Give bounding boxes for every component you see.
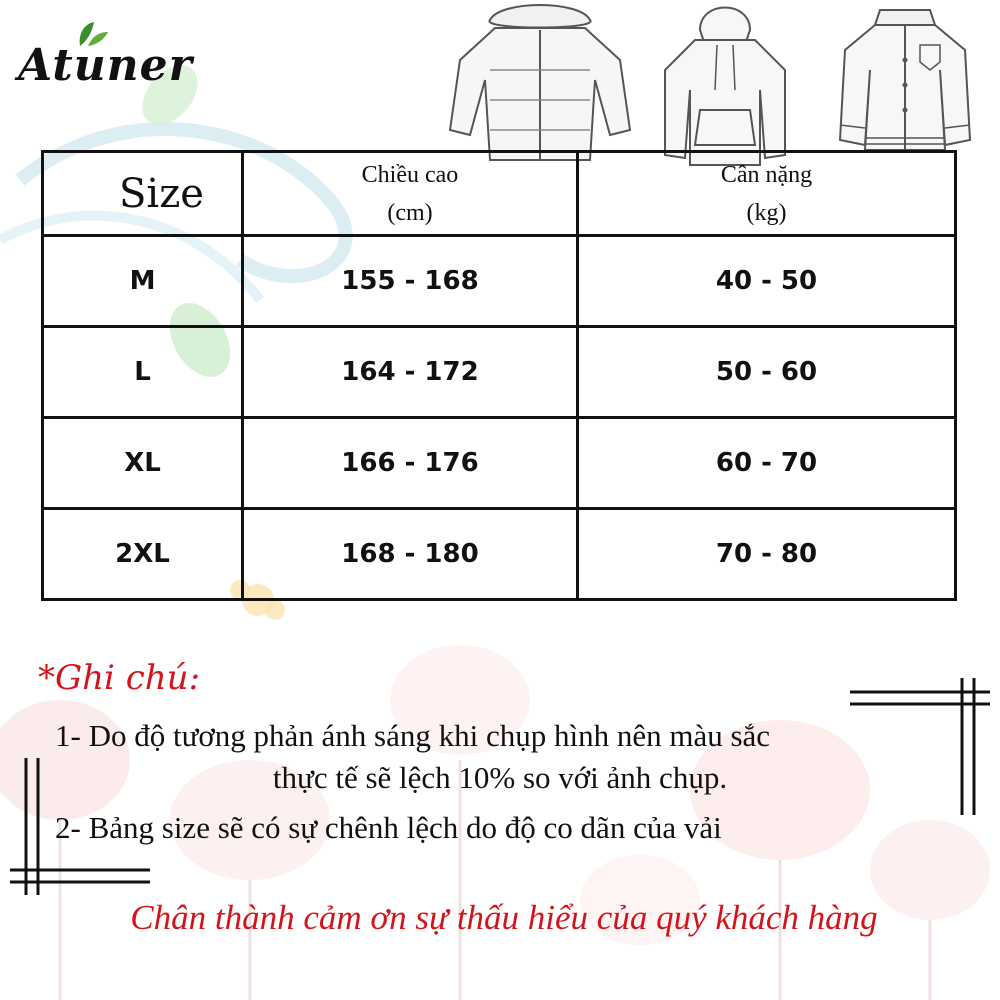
size-cell: M xyxy=(43,236,243,327)
weight-cell: 60 - 70 xyxy=(578,418,956,509)
weight-cell: 40 - 50 xyxy=(578,236,956,327)
logo-text: Atuner xyxy=(18,40,193,91)
weight-cell: 70 - 80 xyxy=(578,509,956,600)
header-weight xyxy=(578,152,956,236)
varsity-jacket-icon xyxy=(835,0,975,170)
notes-title: *Ghi chú: xyxy=(38,658,201,698)
header-weight-unit: (kg) xyxy=(746,199,787,226)
header-height xyxy=(243,152,578,236)
size-table xyxy=(41,150,957,601)
note-2: 2- Bảng size sẽ có sự chênh lệch do độ co dãn của vải xyxy=(55,810,722,845)
hoodie-icon xyxy=(655,0,795,170)
size-cell: XL xyxy=(43,418,243,509)
fur-hood-jacket-icon xyxy=(440,0,640,170)
header-size: Size xyxy=(43,152,243,236)
thank-you-message: Chân thành cảm ơn sự thấu hiểu của quý khách hàng xyxy=(130,898,878,937)
header-height-unit: (cm) xyxy=(387,199,433,226)
brand-logo xyxy=(8,18,198,98)
table-row xyxy=(43,418,956,509)
size-cell: L xyxy=(43,327,243,418)
height-cell: 168 - 180 xyxy=(243,509,578,600)
table-row xyxy=(43,327,956,418)
height-cell: 164 - 172 xyxy=(243,327,578,418)
table-row xyxy=(43,509,956,600)
note-1-line-1: 1- Do độ tương phản ánh sáng khi chụp hình nên màu sắc xyxy=(55,718,771,753)
table-row xyxy=(43,236,956,327)
weight-cell: 50 - 60 xyxy=(578,327,956,418)
header-height-label: Chiều cao xyxy=(361,161,459,188)
height-cell: 166 - 176 xyxy=(243,418,578,509)
size-cell: 2XL xyxy=(43,509,243,600)
header-weight-label: Cân nặng xyxy=(720,161,813,188)
note-1-line-2: thực tế sẽ lệch 10% so với ảnh chụp. xyxy=(272,760,728,795)
height-cell: 155 - 168 xyxy=(243,236,578,327)
table-header-row xyxy=(43,152,956,236)
